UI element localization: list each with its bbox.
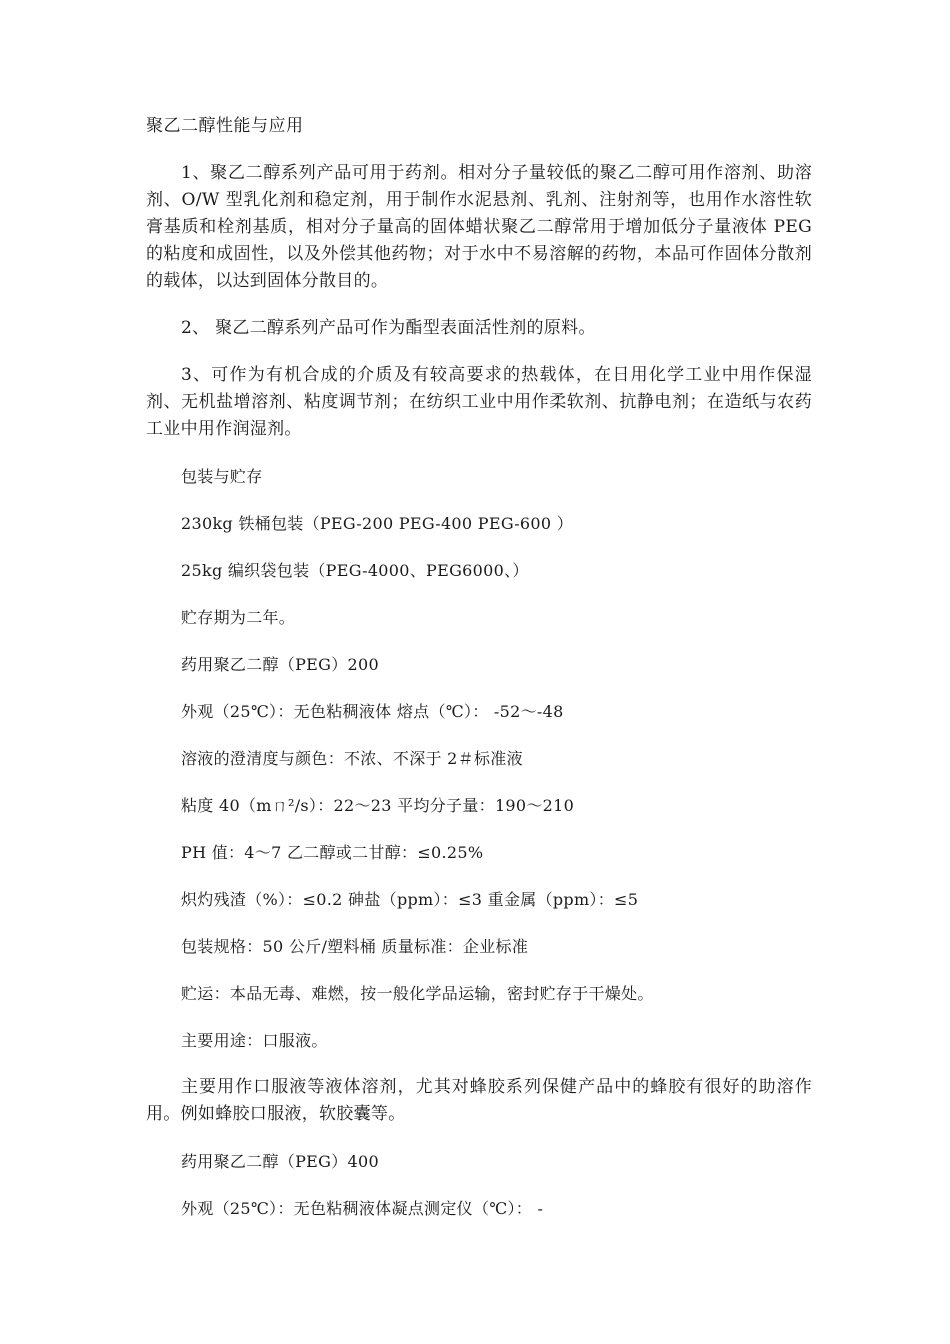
peg200-transport: 贮运：本品无毒、难燃，按一般化学品运输，密封贮存于干燥处。 [181,984,654,1003]
peg200-clarity: 溶液的澄清度与颜色：不浓、不深于 2＃标准液 [181,749,523,768]
peg200-main-use: 主要用途：口服液。 [181,1031,328,1050]
peg200-use-detail: 主要用作口服液等液体溶剂，尤其对蜂胶系列保健产品中的蜂胶有很好的助溶作用。例如蜂胶口服液，软胶囊等。 [146,1077,812,1124]
peg200-packing: 包装规格：50 公斤/塑料桶 质量标准：企业标准 [181,937,529,956]
peg200-heading: 药用聚乙二醇（PEG）200 [181,655,379,674]
peg200-appearance: 外观（25℃）：无色粘稠液体 熔点（℃）： -52～-48 [181,702,564,721]
peg200-residue: 炽灼残渣（%）：≤0.2 砷盐（ppm）：≤3 重金属（ppm）：≤5 [181,890,639,909]
packaging-iron-drum: 230kg 铁桶包装（PEG-200 PEG-400 PEG-600 ） [181,514,574,533]
paragraph-use-industry: 3、可作为有机合成的介质及有较高要求的热载体，在日用化学工业中用作保湿剂、无机盐增溶剂、粘度调节剂；在纺织工业中用作柔软剂、抗静电剂；在造纸与农药工业中用作润湿剂。 [146,365,812,439]
paragraph-use-pharma: 1、聚乙二醇系列产品可用于药剂。相对分子量较低的聚乙二醇可用作溶剂、助溶剂、O/W 型乳化剂和稳定剂，用于制作水泥悬剂、乳剂、注射剂等，也用作水溶性软膏基质和栓剂基质，相对分子量高的固体蜡状聚乙二醇常用于增加低分子量液体 PEG 的粘度和成固性，以及外偿其他药物；对于水中不易溶解的药物，本品可作固体分散剂的载体，以达到固体分散目的。 [146,163,812,291]
peg400-heading: 药用聚乙二醇（PEG）400 [181,1152,379,1171]
peg200-ph: PH 值：4～7 乙二醇或二甘醇：≤0.25% [181,843,484,862]
peg200-viscosity: 粘度 40（mㄇ²/s）：22～23 平均分子量：190～210 [181,796,575,815]
shelf-life: 贮存期为二年。 [181,608,296,627]
document-page [146,112,812,1242]
packaging-woven-bag: 25kg 编织袋包装（PEG-4000、PEG6000、） [181,561,529,580]
packaging-heading: 包装与贮存 [181,467,263,486]
document-title: 聚乙二醇性能与应用 [146,116,304,136]
peg400-appearance: 外观（25℃）：无色粘稠液体凝点测定仪（℃）： - [181,1199,544,1218]
paragraph-use-surfactant: 2、 聚乙二醇系列产品可作为酯型表面活性剂的原料。 [181,318,596,338]
